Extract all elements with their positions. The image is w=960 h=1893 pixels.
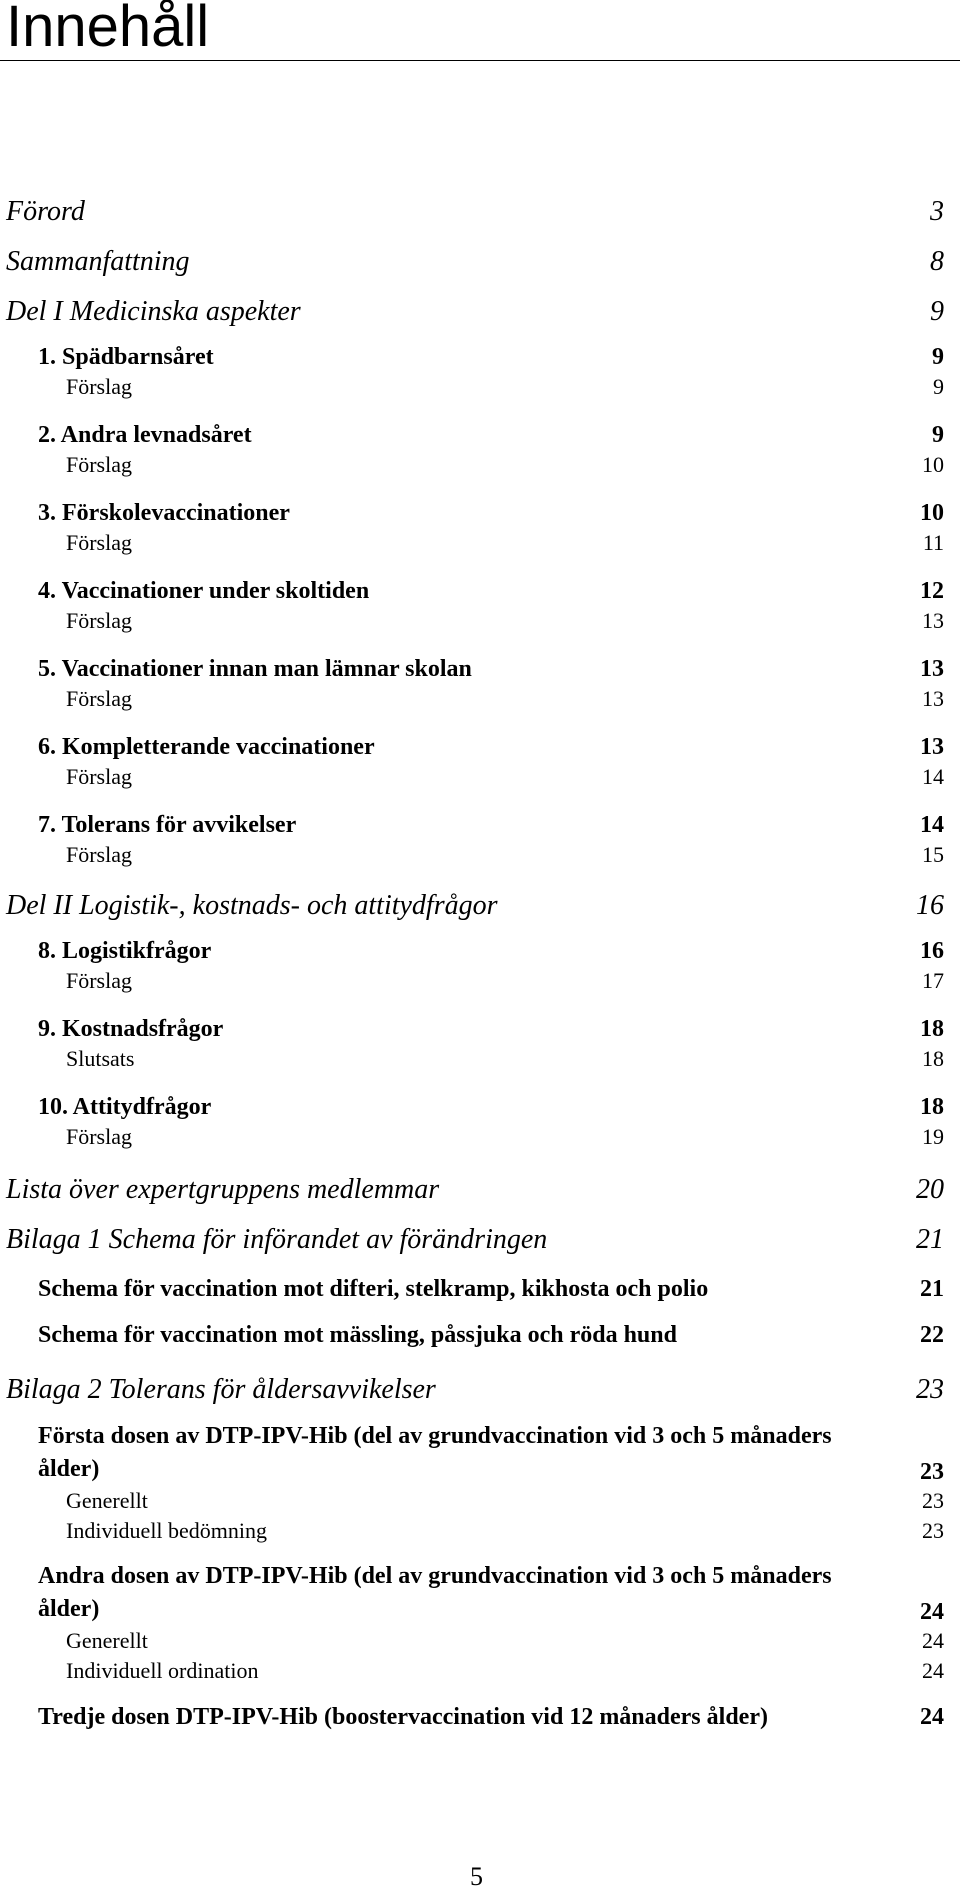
toc-entry[interactable] xyxy=(38,1016,944,1043)
toc-entry[interactable] xyxy=(66,374,944,400)
toc-entry-page: 19 xyxy=(922,1124,944,1149)
toc-entry[interactable] xyxy=(66,1658,944,1684)
toc-entry-label: Förslag xyxy=(66,608,132,633)
toc-entry-label: Bilaga 2 Tolerans för åldersavvikelser xyxy=(6,1374,436,1405)
toc-entry[interactable] xyxy=(38,1094,944,1121)
toc-entry-label: 1. Spädbarnsåret xyxy=(38,344,214,370)
toc-entry-label: 2. Andra levnadsåret xyxy=(38,422,252,448)
toc-entry-page: 24 xyxy=(920,1599,944,1625)
toc-entry-page: 13 xyxy=(920,656,944,682)
toc-entry[interactable] xyxy=(66,452,944,478)
toc-entry[interactable] xyxy=(6,890,944,922)
toc-entry-page: 15 xyxy=(922,842,944,867)
toc-entry-page: 20 xyxy=(916,1174,944,1205)
toc-entry-page: 16 xyxy=(916,890,944,921)
toc-entry[interactable] xyxy=(6,196,944,228)
toc-entry-page: 18 xyxy=(922,1046,944,1071)
toc-entry-label: 10. Attitydfrågor xyxy=(38,1094,212,1120)
toc-entry-label: Schema för vaccination mot mässling, påssjuka och röda hund xyxy=(38,1322,677,1348)
toc-entry[interactable] xyxy=(66,1124,944,1150)
toc-entry-page: 13 xyxy=(922,686,944,711)
toc-entry-page: 9 xyxy=(930,296,944,327)
toc-entry[interactable] xyxy=(66,530,944,556)
toc-entry-label: Förslag xyxy=(66,1124,132,1149)
toc-entry-label: Generellt xyxy=(66,1488,148,1513)
toc-entry-page: 21 xyxy=(916,1224,944,1255)
toc-entry-page: 12 xyxy=(920,578,944,604)
toc-entry-label: Slutsats xyxy=(66,1046,135,1071)
toc-entry[interactable] xyxy=(38,734,944,761)
toc-entry-page: 23 xyxy=(922,1518,944,1543)
toc-entry[interactable] xyxy=(38,1276,944,1303)
toc-entry[interactable] xyxy=(38,1704,944,1731)
toc-entry[interactable] xyxy=(66,608,944,634)
toc-entry[interactable] xyxy=(66,764,944,790)
toc-entry[interactable] xyxy=(38,344,944,371)
toc-entry-page: 23 xyxy=(916,1374,944,1405)
toc-entry-label: Tredje dosen DTP-IPV-Hib (boostervaccination vid 12 månaders ålder) xyxy=(38,1704,768,1730)
toc-entry-label: Förslag xyxy=(66,842,132,867)
toc-entry-page: 18 xyxy=(920,1094,944,1120)
toc-entry-page: 3 xyxy=(930,196,944,227)
toc-entry-page: 11 xyxy=(922,530,944,555)
toc-entry-label: Förslag xyxy=(66,530,132,555)
toc-entry[interactable] xyxy=(38,578,944,605)
toc-entry-page: 24 xyxy=(922,1658,944,1683)
toc-entry[interactable] xyxy=(6,296,944,328)
toc-entry[interactable] xyxy=(66,842,944,868)
toc-entry[interactable] xyxy=(66,1518,944,1544)
toc-entry[interactable] xyxy=(66,686,944,712)
toc-entry[interactable] xyxy=(38,938,944,965)
toc-entry[interactable] xyxy=(38,1560,944,1626)
toc-entry-label: 4. Vaccinationer under skoltiden xyxy=(38,578,370,604)
toc-entry-page: 14 xyxy=(922,764,944,789)
toc-entry-label: Individuell bedömning xyxy=(66,1518,268,1543)
toc-entry[interactable] xyxy=(38,1420,944,1486)
toc-entry-label: Schema för vaccination mot difteri, stelkramp, kikhosta och polio xyxy=(38,1276,709,1302)
toc-entry-label: Förslag xyxy=(66,764,132,789)
toc-entry-page: 9 xyxy=(933,374,944,399)
toc-entry-label: Del I Medicinska aspekter xyxy=(6,296,301,327)
toc-entry-label: 6. Kompletterande vaccinationer xyxy=(38,734,375,760)
toc-entry[interactable] xyxy=(6,1174,944,1206)
toc-entry-label: Andra dosen av DTP-IPV-Hib (del av grundvaccination vid 3 och 5 månaders ålder) xyxy=(38,1563,832,1622)
toc-entry[interactable] xyxy=(38,422,944,449)
toc-entry-page: 9 xyxy=(932,344,944,370)
toc-entry[interactable] xyxy=(38,656,944,683)
toc-entry-page: 17 xyxy=(922,968,944,993)
toc-entry-page: 13 xyxy=(920,734,944,760)
toc-entry-page: 10 xyxy=(920,500,944,526)
toc-entry-page: 10 xyxy=(922,452,944,477)
toc-entry-label: Förslag xyxy=(66,686,132,711)
toc-entry-label: 7. Tolerans för avvikelser xyxy=(38,812,297,838)
toc-entry[interactable] xyxy=(66,968,944,994)
toc-entry-label: Bilaga 1 Schema för införandet av förändringen xyxy=(6,1224,548,1255)
toc-entry[interactable] xyxy=(6,1224,944,1256)
toc-entry[interactable] xyxy=(38,1322,944,1349)
toc-entry-page: 13 xyxy=(922,608,944,633)
toc-entry-label: Generellt xyxy=(66,1628,148,1653)
toc-entry-label: Individuell ordination xyxy=(66,1658,259,1683)
toc-entry-label: Del II Logistik-, kostnads- och attitydfrågor xyxy=(6,890,498,921)
page-number: 5 xyxy=(470,1862,483,1891)
toc-entry-label: Förord xyxy=(6,196,85,227)
toc-entry-page: 16 xyxy=(920,938,944,964)
toc-entry[interactable] xyxy=(66,1628,944,1654)
toc-entry-page: 22 xyxy=(920,1322,944,1348)
toc-entry-page: 21 xyxy=(920,1276,944,1302)
toc-entry[interactable] xyxy=(6,1374,944,1406)
toc-entry-page: 24 xyxy=(920,1704,944,1730)
toc-entry-page: 18 xyxy=(920,1016,944,1042)
toc-entry-label: Första dosen av DTP-IPV-Hib (del av grundvaccination vid 3 och 5 månaders ålder) xyxy=(38,1423,832,1482)
toc-entry[interactable] xyxy=(38,500,944,527)
toc-entry-label: Sammanfattning xyxy=(6,246,190,277)
toc-entry-page: 23 xyxy=(922,1488,944,1513)
toc-entry-label: Förslag xyxy=(66,374,132,399)
toc-entry-page: 24 xyxy=(922,1628,944,1653)
toc-entry[interactable] xyxy=(66,1046,944,1072)
toc-entry-label: Lista över expertgruppens medlemmar xyxy=(6,1174,440,1205)
toc-entry[interactable] xyxy=(38,812,944,839)
toc-entry-page: 9 xyxy=(932,422,944,448)
toc-entry-label: 3. Förskolevaccinationer xyxy=(38,500,290,526)
page-title: Innehåll xyxy=(6,0,210,59)
toc-entry-label: Förslag xyxy=(66,452,132,477)
toc-entry-label: 9. Kostnadsfrågor xyxy=(38,1016,224,1042)
toc-entry-label: 5. Vaccinationer innan man lämnar skolan xyxy=(38,656,472,682)
toc-entry[interactable] xyxy=(6,246,944,278)
toc-entry-label: 8. Logistikfrågor xyxy=(38,938,212,964)
toc-entry-label: Förslag xyxy=(66,968,132,993)
toc-entry-page: 14 xyxy=(920,812,944,838)
toc-entry-page: 23 xyxy=(920,1459,944,1485)
toc-entry[interactable] xyxy=(66,1488,944,1514)
toc-entry-page: 8 xyxy=(930,246,944,277)
